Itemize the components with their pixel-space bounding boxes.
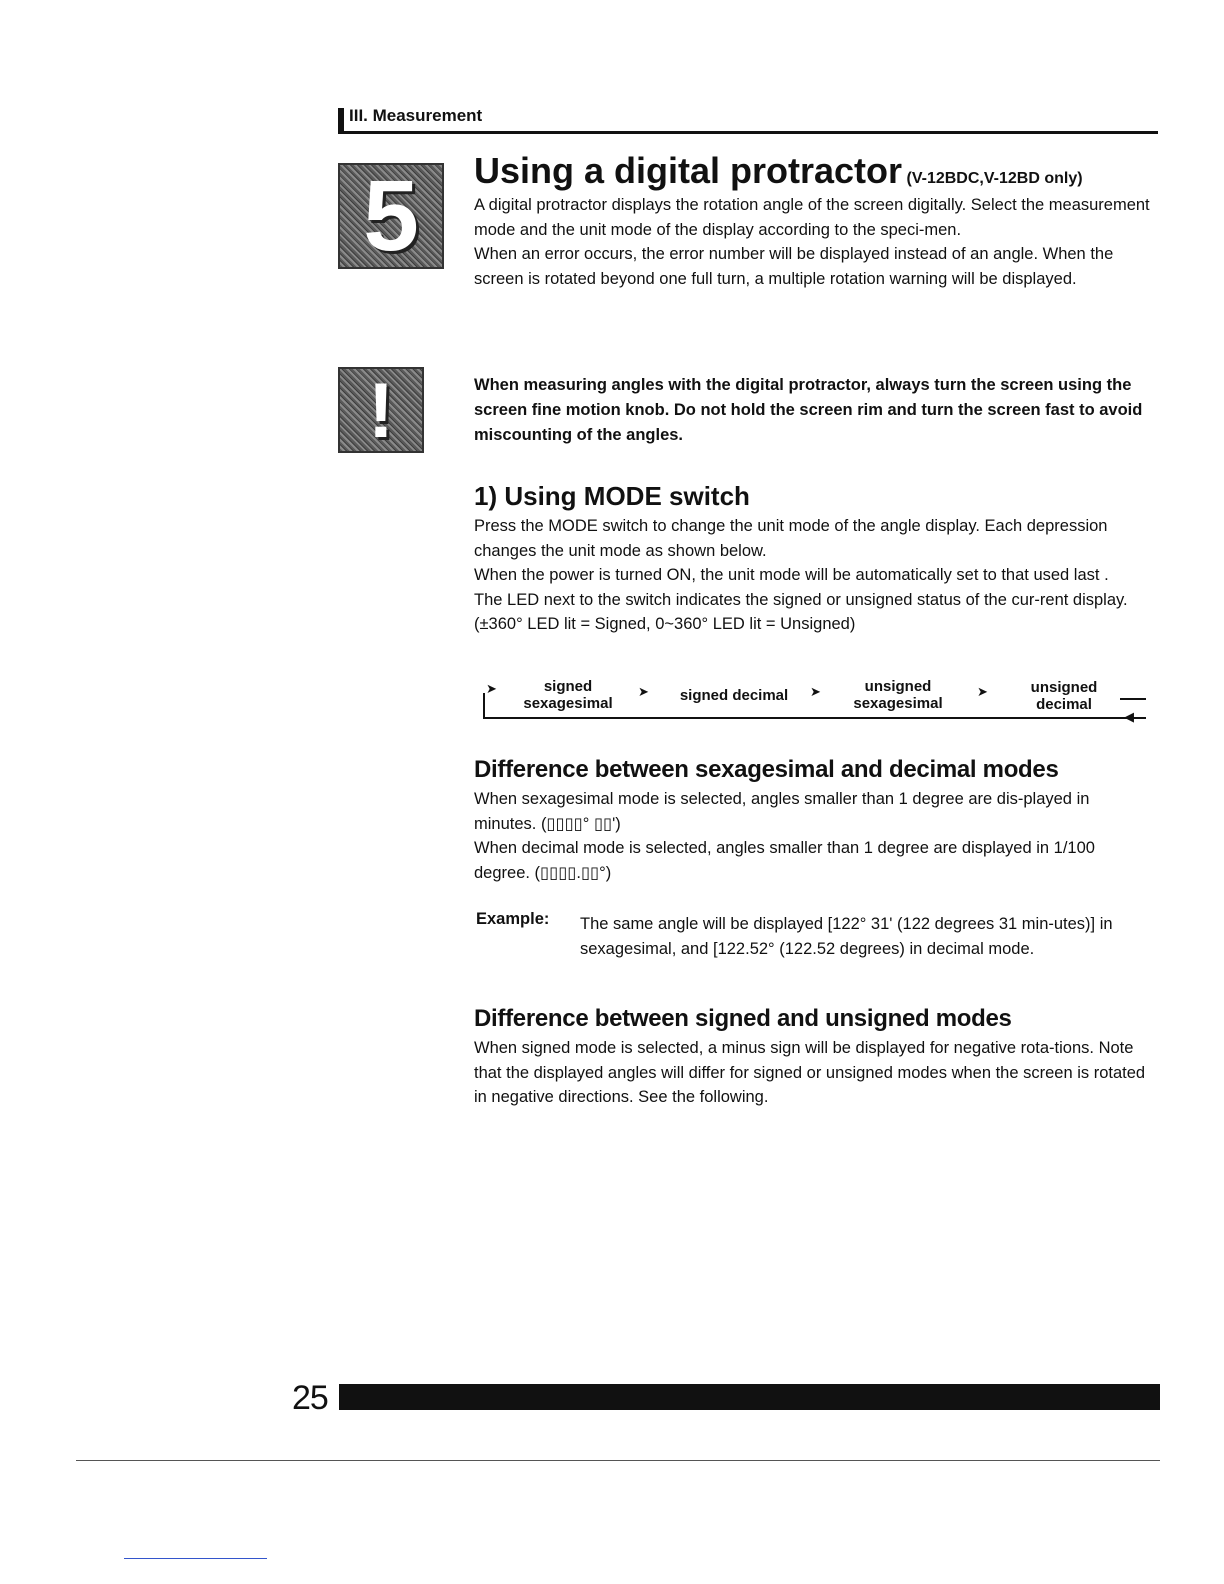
exclamation-glyph: ! [368,366,394,454]
warning-icon [338,367,424,453]
section1-paragraph: The LED next to the switch indicates the signed or unsigned status of the cur-rent display. (±360° LED lit = Signed, 0~360° LED lit = Unsigned) [474,590,1128,634]
chapter-5-icon [338,160,444,272]
scan-artifact-line [124,1558,267,1559]
cycle-return-line [483,717,1146,719]
section2-heading: Difference between sexagesimal and decimal modes [474,756,1059,783]
warning-text: When measuring angles with the digital protractor, always turn the screen using the screen fine motion knob. Do not hold the screen rim and turn the screen fast to avoid miscounting of the angles. [474,376,1143,444]
arrow-right-icon: ➤ [638,684,649,699]
mode-unsigned-sexagesimal: unsigned sexagesimal [853,678,943,712]
section1-paragraph: Press the MODE switch to change the unit mode of the angle display. Each depression changes the unit mode as shown below. [474,517,1108,560]
page-title [474,150,1083,192]
section3-body: When signed mode is selected, a minus sign will be displayed for negative rota-tions. Note that the displayed angles will differ for signed or unsigned modes when the screen is rotated in negative directions. See the following. [474,1039,1146,1107]
title-main: Using a digital protractor [474,150,903,191]
header-rule [338,131,1158,134]
page-number: 25 [292,1379,328,1417]
section2-paragraph: When decimal mode is selected, angles smaller than 1 degree are displayed in 1/100 degree. (▯▯▯▯.▯▯°) [474,839,1095,882]
footer-rule [76,1460,1160,1461]
intro-text [474,193,1150,291]
intro-paragraph: A digital protractor displays the rotation angle of the screen digitally. Select the measurement mode and the unit mode of the display according to the speci-men. [474,196,1150,239]
example-label: Example: [476,910,550,928]
section3-heading: Difference between signed and unsigned modes [474,1005,1012,1032]
mode-unsigned-decimal: unsigned decimal [1030,679,1098,713]
example-text: The same angle will be displayed [122° 31' (122 degrees 31 min-utes)] in sexagesimal, and [122.52° (122.52 degrees) in decimal mode. [580,915,1113,958]
section1-body [474,514,1150,637]
section-header: III. Measurement [349,106,483,125]
title-models: (V-12BDC,V-12BD only) [906,170,1083,187]
arrow-left-icon: ◀ [1124,709,1134,724]
header-marker-bar [338,108,344,132]
intro-paragraph: When an error occurs, the error number will be displayed instead of an angle. When the screen is rotated beyond one full turn, a multiple rotation warning will be displayed. [474,245,1114,288]
section1-paragraph: When the power is turned ON, the unit mode will be automatically set to that used last . [474,566,1109,585]
section2-body [474,787,1150,885]
section1-heading: 1) Using MODE switch [474,481,750,511]
cycle-return-line [1120,698,1146,700]
section2-paragraph: When sexagesimal mode is selected, angles smaller than 1 degree are dis-played in minutes. (▯▯▯▯° ▯▯') [474,790,1090,833]
mode-signed-sexagesimal: signed sexagesimal [523,678,613,712]
cycle-return-line [483,693,485,718]
arrow-right-icon: ➤ [977,684,988,699]
footer-bar [339,1384,1160,1410]
arrow-right-icon: ➤ [810,684,821,699]
arrow-right-icon: ➤ [486,681,497,696]
mode-signed-decimal: signed decimal [679,687,789,704]
chapter-number: 5 [363,160,419,272]
